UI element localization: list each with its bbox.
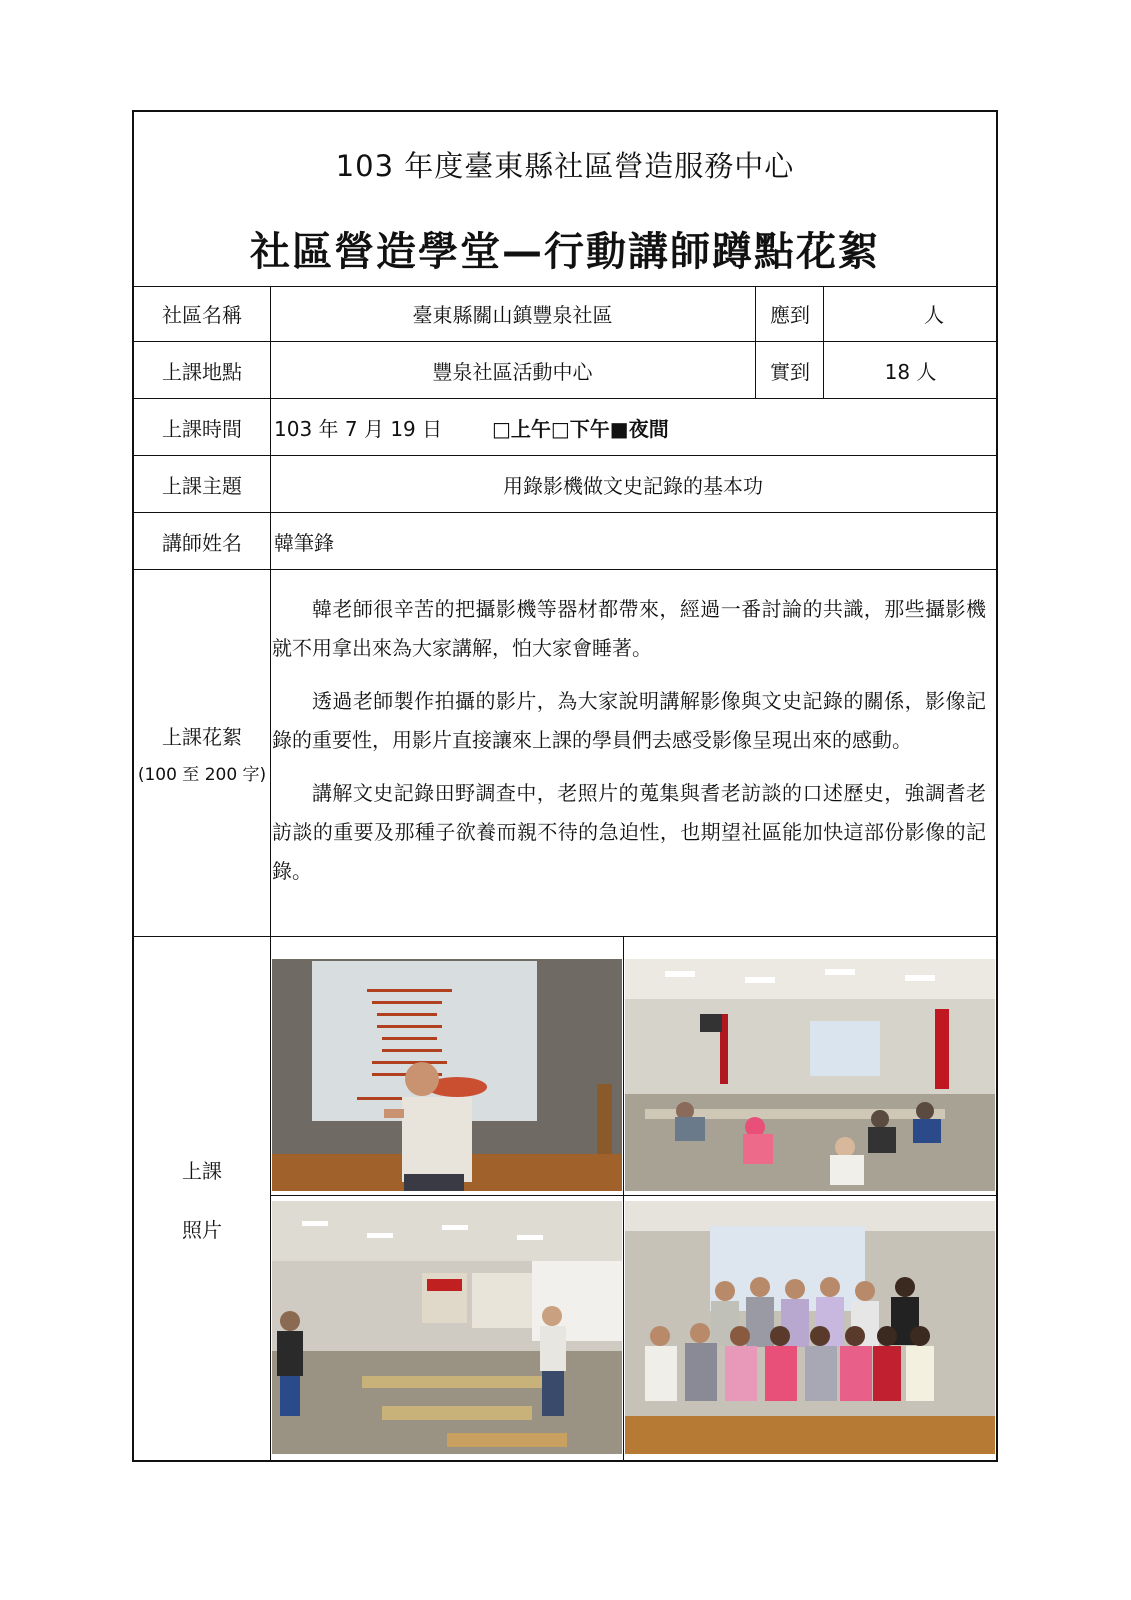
- period-checkboxes: □上午□下午■夜間: [492, 416, 669, 441]
- actual-label: 實到: [770, 359, 810, 384]
- paragraph: 韓老師很辛苦的把攝影機等器材都帶來，經過一番討論的共識，那些攝影機就不用拿出來為大家講解，怕大家會睡著。: [272, 597, 986, 660]
- row-topic: [134, 456, 996, 513]
- expected-label: 應到: [770, 303, 810, 327]
- row-time: [134, 399, 996, 456]
- highlights-note: (100 至 200 字): [137, 765, 267, 785]
- divider: [755, 286, 756, 341]
- row-highlights: [134, 570, 996, 937]
- divider: [755, 342, 756, 398]
- photo-lecturer-presenting: [272, 959, 622, 1191]
- divider: [823, 342, 824, 398]
- date-value: 103 年 7 月 19 日: [274, 416, 443, 441]
- paragraph: 講解文史記錄田野調查中，老照片的蒐集與耆老訪談的口述歷史，強調耆老訪談的重要及那種子欲養而親不待的急迫性，也期望社區能加快這部份影像的記錄。: [272, 781, 986, 883]
- actual-value: 18 人: [884, 359, 937, 384]
- photo-row-divider: [270, 1195, 996, 1196]
- lecturer-value: 韓筆鋒: [274, 530, 334, 555]
- location-value: 豐泉社區活動中心: [432, 359, 593, 384]
- expected-value: 人: [924, 303, 944, 327]
- community-value: 臺東縣關山鎮豐泉社區: [412, 303, 613, 327]
- highlights-label-cell: [134, 570, 271, 936]
- topic-value: 用錄影機做文史記錄的基本功: [503, 473, 763, 498]
- photos-label-line2: 照片: [182, 1217, 222, 1242]
- highlights-label: 上課花絮: [162, 725, 242, 749]
- divider: [823, 286, 824, 341]
- photo-column-divider: [623, 937, 624, 1460]
- lecturer-label: 講師姓名: [134, 513, 271, 569]
- photo-hall-wide: [272, 1201, 622, 1454]
- community-label: 社區名稱: [134, 286, 271, 341]
- row-photos: [134, 937, 996, 1460]
- highlights-text: [272, 590, 986, 905]
- photos-label-line1: 上課: [182, 1158, 222, 1183]
- time-label: 上課時間: [134, 399, 271, 455]
- row-community: [134, 286, 996, 342]
- location-label: 上課地點: [134, 342, 271, 398]
- row-lecturer: [134, 513, 996, 570]
- topic-label: 上課主題: [134, 456, 271, 512]
- form-title: 社區營造學堂—行動講師蹲點花絮: [250, 229, 880, 275]
- paragraph: 透過老師製作拍攝的影片，為大家說明講解影像與文史記錄的關係，影像記錄的重要性，用影片直接讓來上課的學員們去感受影像呈現出來的感動。: [272, 689, 986, 752]
- photo-classroom: [625, 959, 995, 1191]
- photo-group: [625, 1201, 995, 1454]
- row-location: [134, 342, 996, 399]
- activity-report-form: [132, 110, 998, 1462]
- form-header: [134, 112, 996, 287]
- photos-label-cell: [134, 937, 271, 1460]
- form-subtitle: 103 年度臺東縣社區營造服務中心: [335, 149, 795, 183]
